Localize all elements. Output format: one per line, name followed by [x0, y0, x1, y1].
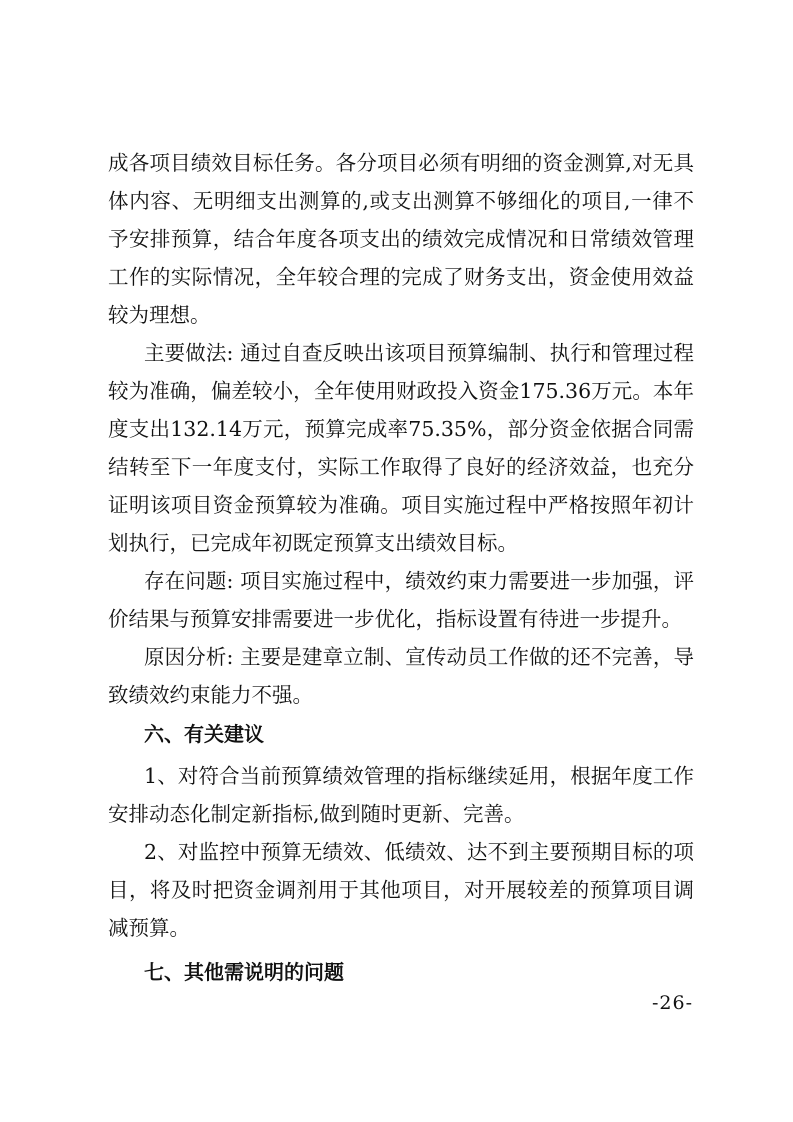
document-body: [108, 144, 694, 995]
paragraph-budget-summary: 成各项目绩效目标任务。各分项目必须有明细的资金测算,对无具体内容、无明细支出测算的,或支出测算不够细化的项目,一律不予安排预算，结合年度各项支出的绩效完成情况和日常绩效管理工作的实际情况，全年较合理的完成了财务支出，资金使用效益较为理想。: [108, 151, 694, 327]
paragraph-existing-problems: 存在问题: 项目实施过程中，绩效约束力需要进一步加强，评价结果与预算安排需要进一步优化，指标设置有待进一步提升。: [108, 569, 694, 631]
section-heading-other-issues: 七、其他需说明的问题: [144, 960, 344, 984]
section-heading-suggestions: 六、有关建议: [144, 722, 264, 746]
paragraph-main-practice: 主要做法: 通过自查反映出该项目预算编制、执行和管理过程较为准确，偏差较小，全年使用财政投入资金175.36万元。本年度支出132.14万元，预算完成率75.35%，部分资金依据合同需结转至下一年度支付，实际工作取得了良好的经济效益，也充分证明该项目资金预算较为准确。项目实施过程中严格按照年初计划执行，已完成年初既定预算支出绩效目标。: [108, 341, 694, 555]
suggestion-item-2: 2、对监控中预算无绩效、低绩效、达不到主要预期目标的项目，将及时把资金调剂用于其他项目，对开展较差的预算项目调减预算。: [108, 840, 694, 940]
paragraph-cause-analysis: 原因分析: 主要是建章立制、宣传动员工作做的还不完善，导致绩效约束能力不强。: [108, 645, 694, 707]
suggestion-item-1: 1、对符合当前预算绩效管理的指标继续延用，根据年度工作安排动态化制定新指标,做到随时更新、完善。: [108, 764, 694, 826]
page-number: -26-: [651, 992, 693, 1014]
